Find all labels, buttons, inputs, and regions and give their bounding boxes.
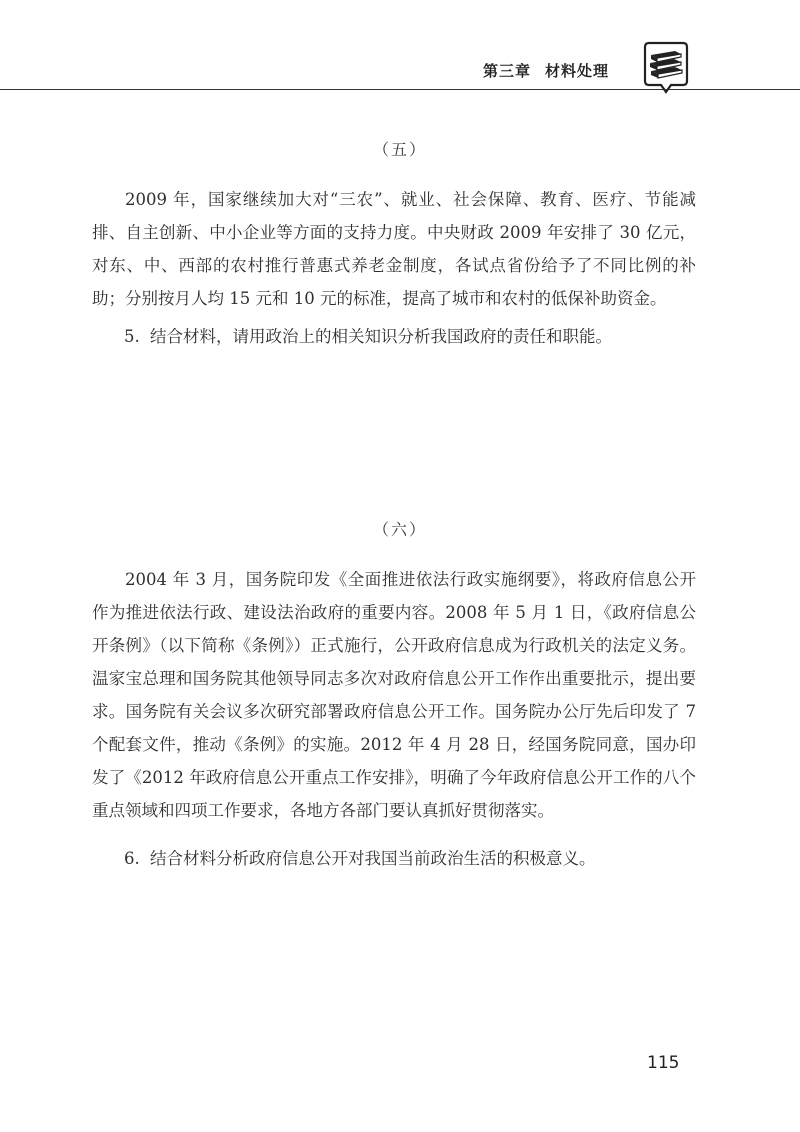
question-6 [124,842,704,875]
chapter-number: 第三章 [483,62,532,80]
question-5-text: 结合材料，请用政治上的相关知识分析我国政府的责任和职能。 [150,327,612,346]
question-6-number: 6. [124,849,140,868]
header-rule [0,89,800,90]
page-header [0,0,800,100]
section-6-paragraph: 2004 年 3 月，国务院印发《全面推进依法行政实施纲要》，将政府信息公开作为推进依法行政、建设法治政府的重要内容。2008 年 5 月 1 日，《政府信息公开条例》（以下简称《条例》）正式施行，公开政府信息成为行政机关的法定义务。温家宝总理和国务院其他领导同志多次对政府信息公开工作作出重要批示，提出要求。国务院有关会议多次研究部署政府信息公开工作。国务院办公厅先后印发了 7 个配套文件，推动《条例》的实施。2012 年 4 月 28 日，经国务院同意，国办印发了《2012 年政府信息公开重点工作安排》，明确了今年政府信息公开工作的八个重点领域和四项工作要求，各地方各部门要认真抓好贯彻落实。 [92,570,696,820]
question-5 [124,320,704,353]
section-5-paragraph: 2009 年，国家继续加大对“三农”、就业、社会保障、教育、医疗、节能减排、自主创新、中小企业等方面的支持力度。中央财政 2009 年安排了 30 亿元，对东、中、西部的农村推行普惠式养老金制度，各试点省份给予了不同比例的补助；分别按月人均 15 元和 10 元的标准，提高了城市和农村的低保补助资金。 [92,190,696,308]
question-5-number: 5. [124,327,140,346]
chapter-title: 材料处理 [545,62,610,80]
section-title-5: （五） [372,140,427,159]
question-6-text: 结合材料分析政府信息公开对我国当前政治生活的积极意义。 [150,849,596,868]
section-title-6: （六） [372,520,427,539]
chapter-heading [483,60,609,81]
page-number: 115 [647,1053,680,1073]
